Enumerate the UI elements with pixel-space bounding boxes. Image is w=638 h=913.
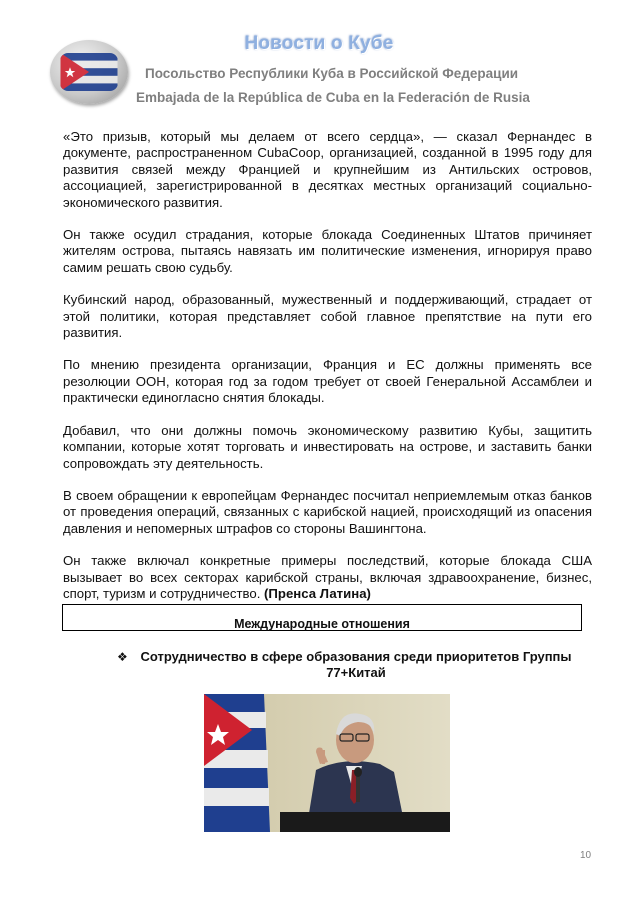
source-attribution: (Пренса Латина): [260, 585, 371, 601]
paragraph: По мнению президента организации, Франция и ЕС должны применять все резолюции ООН, которая год за годом требует от своей Генеральной Ассамблеи и практически единогласно снятия блокады.: [63, 357, 592, 406]
paragraph: В своем обращении к европейцам Фернандес посчитал неприемлемым отказ банков от проведения операций, связанных с карибской нацией, происходящий из опасения давления и непомерных штрафов со стороны Вашингтона.: [63, 487, 592, 536]
header-subtitle-es: Embajada de la República de Cuba en la Federación de Rusia: [136, 90, 530, 105]
header-title: Новости о Кубе: [244, 33, 394, 54]
cuba-flag-icon: [60, 53, 118, 91]
paragraph-last: [63, 553, 592, 602]
header-subtitle-ru: Посольство Республики Куба в Российской Федерации: [145, 66, 519, 81]
article-body: [63, 129, 592, 618]
section-header-box: [62, 604, 582, 631]
paragraph: Он также осудил страдания, которые блокада Соединенных Штатов причиняет жителям острова, пытаясь навязать им политические изменения, игнорируя право самим решать свою судьбу.: [63, 227, 592, 275]
news-item-title: Сотрудничество в сфере образования среди приоритетов Группы 77+Китай: [140, 649, 572, 680]
page-number: 10: [580, 850, 592, 861]
page-header: [0, 0, 638, 115]
news-item-heading: [117, 649, 597, 681]
section-title: Международные отношения: [234, 617, 410, 631]
paragraph: «Это призыв, который мы делаем от всего сердца», — сказал Фернандес в документе, распространенном CubaCoop, организацией, созданной в 1995 году для развития связей между Францией и крупнейшим из Антильских островов, ассоциацией, зарегистрированной в десятках местных организаций социально-экономического развития.: [63, 129, 592, 210]
paragraph: Добавил, что они должны помочь экономическому развитию Кубы, защитить компании, которые хотят торговать и инвестировать на острове, и заставить банки сопровождать эту деятельность.: [63, 422, 592, 471]
diamond-bullet-icon: ❖: [117, 650, 128, 664]
paragraph: Кубинский народ, образованный, мужественный и поддерживающий, страдает от этой политики, которая представляет собой главное препятствие на пути его развития.: [63, 292, 592, 341]
speaker-photo-illustration: [204, 694, 450, 832]
news-photo: [204, 694, 450, 832]
paragraph-text: Он также включал конкретные примеры последствий, которые блокада США вызывает во всех секторах карибской страны, включая здравоохранение, бизнес, спорт, туризм и сотрудничество.: [63, 553, 592, 601]
